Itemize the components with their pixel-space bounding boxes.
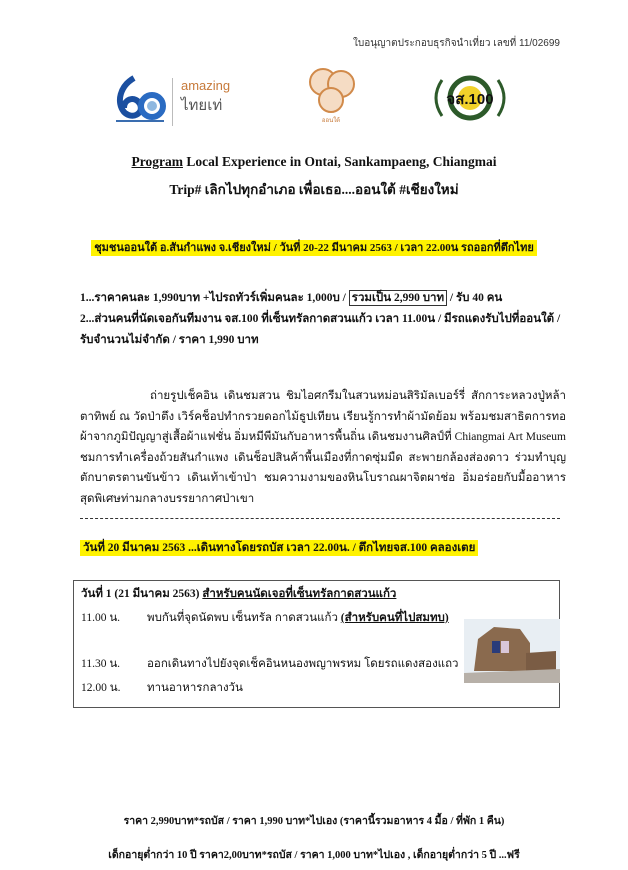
day1-subtitle: สำหรับคนนัดเจอที่เซ็นทรัลกาดสวนแก้ว [202, 588, 397, 600]
price-item-1 [80, 288, 566, 309]
trip-title: Trip# เลิกไปทุกอำเภอ เพื่อเธอ....ออนใต้ #เชียงใหม่ [169, 182, 459, 197]
day1-date: วันที่ 1 (21 มีนาคม 2563) [81, 588, 203, 600]
license-number: ใบอนุญาตประกอบธุรกิจนำเที่ยว เลขที่ 11/02699 [352, 38, 560, 49]
schedule-time: 11.30 น. [81, 658, 121, 670]
day1-schedule-box [73, 580, 560, 708]
schedule-time: 12.00 น. [81, 682, 121, 694]
description-paragraph: ถ่ายรูปเช็คอิน เดินชมสวน ชิมไอศกรีมในสวนหม่อนสิริมัลเบอร์รี่ สักการะหลวงปู่หล้าตาทิพย์ ณ วัดป่าตึง เวิร์คช็อปทำกรวยดอกไม้ธูปเทียน เรียนรู้การทำผ้ามัดย้อม พร้อมชมสาธิตการทอผ้าจากภูมิปัญญาสู่เสื้อผ้าแฟชั่น อิ่มหมีพีมันกับอาหารพื้นถิ่น เดินชมงานศิลป์ที่ Chiangmai Art Museum ชมการทำเครื่องถ้วยสันกำแพง เดินช็อปสินค้าพื้นเมืองที่กาดซุ่มมืด สะพายกล้องส่องดาว ร่วมทำบุญตักบาตรตานขันข้าว เดินเท้าเข้าป่า ชมความงามของหินโบราณผาจิตผาช่อ อิ่มอร่อยกับมื้ออาหารสุดพิเศษท่ามกลางบรรยากาศป่าเขา [80, 390, 566, 505]
program-title [0, 154, 628, 170]
price-item-1-post: / รับ 40 คน [447, 292, 503, 304]
schedule-text: ออกเดินทางไปยังจุดเช็คอินหนองพญาพรหม โดยรถแดงสองแถว [147, 658, 459, 670]
dashed-divider [80, 518, 560, 519]
tat-60-logo [112, 74, 168, 124]
ontai-logo [305, 64, 357, 130]
trip-summary-text: ชุมชนออนใต้ อ.สันกำแพง จ.เชียงใหม่ / วันที่ 20-22 มีนาคม 2563 / เวลา 22.00น รถออกที่ตึกไทย [91, 240, 537, 256]
program-name: Local Experience in Ontai, Sankampaeng, Chiangmai [182, 154, 497, 169]
departure-note [80, 538, 478, 557]
schedule-row [81, 655, 459, 673]
schedule-row [81, 679, 243, 697]
js100-logo-text: จส.100 [446, 91, 494, 108]
schedule-text: พบกันที่จุดนัดพบ เซ็นทรัล กาดสวนแก้ว [147, 612, 341, 624]
day1-heading [81, 585, 396, 603]
ontai-logo-text: ออนใต้ [321, 118, 341, 124]
js100-logo [432, 74, 508, 122]
schedule-note: (สำหรับคนที่ไปสมทบ) [340, 612, 449, 624]
central-kadsuankaew-photo [464, 619, 560, 683]
departure-note-text: วันที่ 20 มีนาคม 2563 ...เดินทางโดยรถบัส เวลา 22.00น. / ตึกไทยจส.100 คลองเตย [80, 540, 478, 556]
price-item-1-pre: 1...ราคาคนละ 1,990บาท +ไปรถทัวร์เพิ่มคนละ 1,000บ / [80, 292, 349, 304]
schedule-text: ทานอาหารกลางวัน [147, 682, 243, 694]
schedule-time: 11.00 น. [81, 612, 121, 624]
program-label: Program [131, 154, 183, 169]
amazing-thailand-logo: amazing ไทยเท่ [172, 78, 230, 126]
pricing-line-2: เด็กอายุต่ำกว่า 10 ปี ราคา2,00บาท*รถบัส / ราคา 1,000 บาท*ไปเอง , เด็กอายุต่ำกว่า 5 ปี ...ฟรี [108, 850, 520, 861]
schedule-row [81, 609, 449, 627]
trip-summary [0, 238, 628, 256]
price-total-box: รวมเป็น 2,990 บาท [349, 290, 447, 306]
pricing-line-1: ราคา 2,990บาท*รถบัส / ราคา 1,990 บาท*ไปเอง (ราคานี้รวมอาหาร 4 มื้อ / ที่พัก 1 คืน) [123, 816, 505, 827]
price-item-2: 2...ส่วนคนที่นัดเจอกันทีมงาน จส.100 ที่เซ็นทรัลกาดสวนแก้ว เวลา 11.00น / มีรถแดงรับไปที่ออนใต้ / รับจำนวนไม่จำกัด / ราคา 1,990 บาท [80, 313, 561, 346]
